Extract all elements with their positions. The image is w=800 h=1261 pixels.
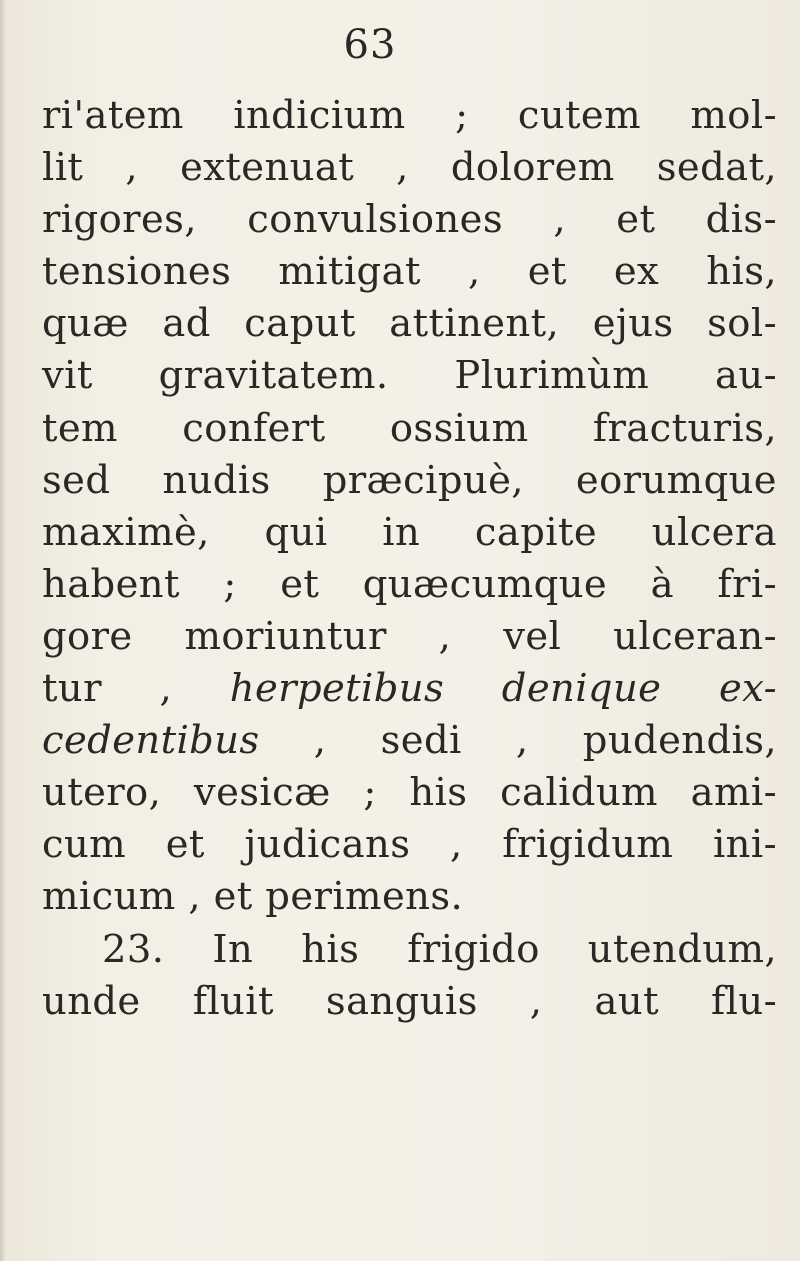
text-line-13-rest: , sedi , pudendis,: [313, 718, 778, 764]
text-line-13: [42, 715, 777, 767]
text-line-14: utero, vesicæ ; his calidum ami-: [42, 770, 777, 816]
text-line-12-start: tur ,: [42, 666, 173, 712]
text-line-17: [42, 924, 777, 976]
text-line-5: quæ ad caput attinent, ejus sol-: [42, 301, 777, 347]
text-line-18: unde fluit sanguis , aut flu-: [42, 978, 777, 1024]
text-line-6: vit gravitatem. Plurimùm au-: [42, 353, 777, 399]
text-line-12-italic: herpetibus denique ex-: [229, 666, 777, 712]
page-edge-shadow: [0, 0, 6, 1261]
text-line-9: maximè, qui in capite ulcera: [42, 509, 777, 555]
text-line-7: tem confert ossium fracturis,: [42, 405, 777, 451]
text-line-12: [42, 663, 777, 715]
text-line-13-italic: cedentibus: [42, 718, 260, 764]
text-line-10: habent ; et quæcumque à fri-: [42, 561, 777, 607]
body-text: [42, 90, 777, 1028]
text-line-1: ri'atem indicium ; cutem mol-: [42, 93, 777, 138]
text-line-4: tensiones mitigat , et ex his,: [42, 249, 777, 295]
text-line-2: lit , extenuat , dolorem sedat,: [42, 145, 777, 191]
text-line-15: cum et judicans , frigidum ini-: [42, 822, 777, 868]
text-line-16: micum , et perimens.: [42, 874, 464, 920]
page-number: 63: [343, 22, 397, 68]
text-line-3: rigores, convulsiones , et dis-: [42, 197, 777, 243]
text-line-17-rest: In his frigido utendum,: [212, 926, 777, 972]
text-line-8: sed nudis præcipuè, eorumque: [42, 457, 777, 503]
text-line-11: gore moriuntur , vel ulceran-: [42, 613, 777, 659]
section-number: 23.: [102, 926, 165, 972]
